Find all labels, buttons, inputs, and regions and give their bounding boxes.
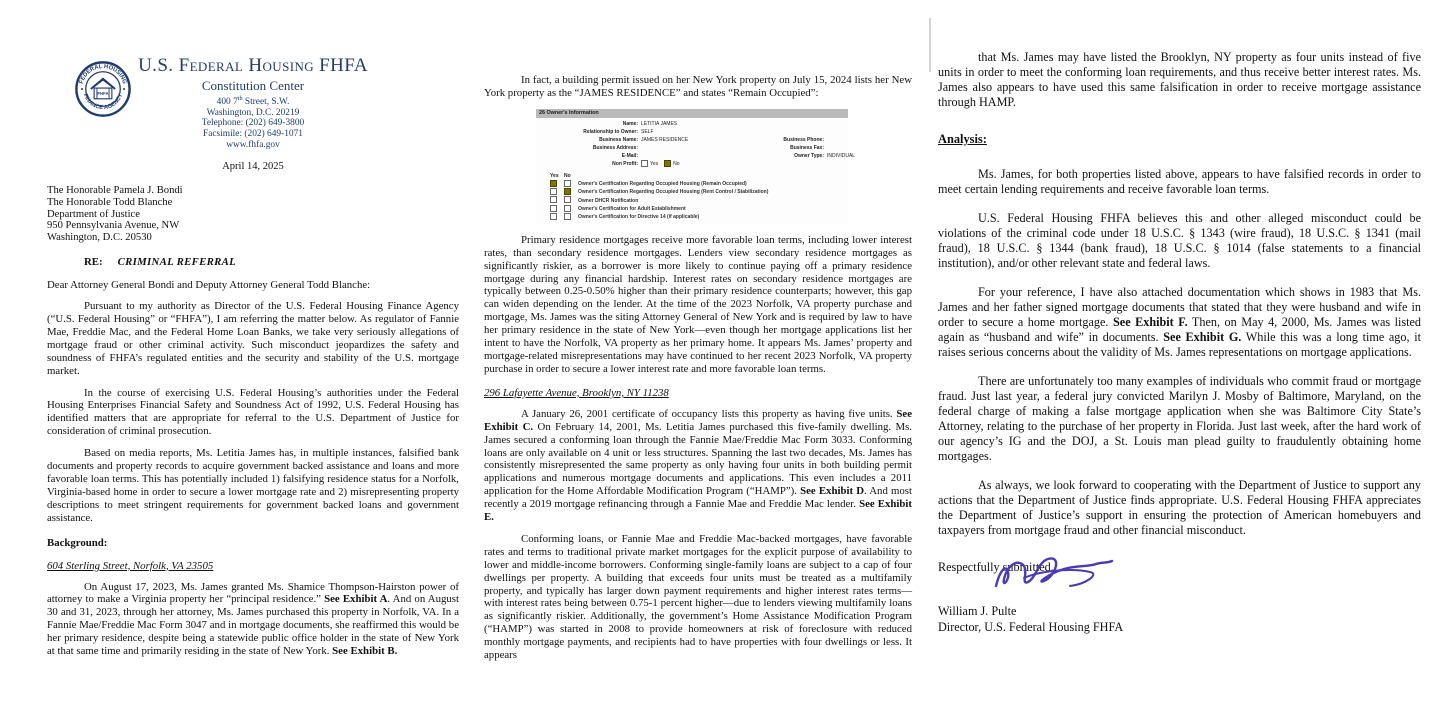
re-value: CRIMINAL REFERRAL [117,256,237,269]
paragraph: Conforming loans, or Fannie Mae and Freddie Mac-backed mortgages, have favorable rates and terms to traditional private market mortgages for the explicit purpose of availability to lower and middle-income borrowers. Conforming single-family loans are subject to a cap of four dwellings per property. A building that exceeds four units must be treated as a multifamily property, and typically has larger down payment requirements and higher interest rates terms—with interest rates being between 0.75-1 percent higher—due to lenders viewing multifamily loans as significantly riskier. Additionally, the government’s Home Assistance Modification Program (“HAMP”) was started in 2008 to provide homeowners at risk of foreclosure with reduced monthly mortgage payments, and recipients had to have properties with four dwellings or less. It appears [484,532,912,662]
form-fields [536,120,856,168]
cert-yes-checkbox[interactable] [550,205,557,212]
subject-line [47,256,459,268]
form-field-value: LETITIA JAMES [641,120,678,127]
recipient-line: Washington, D.C. 20530 [47,232,152,244]
cert-label: Owner's Certification for Directive 14 (if applicable) [578,214,700,221]
page-divider [929,18,931,72]
cert-no-checkbox[interactable] [564,188,571,195]
certification-row [550,213,848,221]
closing-phrase: Respectfully submitted, [938,560,1054,574]
sterling-address-heading: 604 Sterling Street, Norfolk, VA 23505 [47,559,214,572]
cert-label: Owner's Certification Regarding Occupied Housing (Rent Control / Stabilization) [578,189,769,196]
agency-title: U.S. Federal Housing FHFA [138,55,368,76]
recipient-line: Department of Justice [47,208,140,220]
certification-list [550,172,848,222]
letterhead-website: www.fhfa.gov [226,139,280,150]
paragraph: Primary residence mortgages receive more favorable loan terms, including lower interest rates, than secondary residence mortgages. Lenders view secondary residence mortgages as significantly riskier, as a borrower is more likely to continue paying off a primary residence mortgage during any financial hardship. Interest rates on secondary residence mortgages are typically between 0.25-0.50% higher than their primary residence counterparts; however, this gap can widen depending on the lender. At the time of the 2023 Norfolk, VA property purchase and mortgage, Ms. James was the siting Attorney General of New York and is required by law to have her primary residence in the state of New York—even though her mortgage applications list her intent to have the Norfolk, VA property as her primary home. It appears Ms. James’ property and mortgage-related misrepresentations may have continued to her recent 2023 Norfolk, VA property purchase in order to secure a lower interest rate and more favorable loan terms. [484,233,912,375]
form-field-label: E-Mail: [621,152,638,159]
letterhead-street: 400 7th Street, S.W. [216,96,290,108]
svg-text:FINANCE AGENCY: FINANCE AGENCY [81,92,125,112]
form-field-label: Business Phone: [783,136,824,143]
paragraph: U.S. Federal Housing FHFA believes this and other alleged misconduct could be violations of the criminal code under 18 U.S.C. § 1343 (wire fraud), 18 U.S.C. § 1341 (mail fraud), 18 U.S.C. § 1344 (bank fraud), 18 U.S.C. § 1014 (false statements to a financial institution), and/or other relevant state and federal laws. [938,211,1421,270]
paragraph: As always, we look forward to cooperating with the Department of Justice to support any actions that the Department of Justice finds appropriate. U.S. Federal Housing FHFA appreciates the Department of Justice’s support in ensuring the protection of American homebuyers and taxpayers from mortgage fraud and other financial misconduct. [938,478,1421,537]
cert-no-checkbox[interactable] [564,213,571,220]
cert-no-checkbox[interactable] [564,205,571,212]
salutation: Dear Attorney General Bondi and Deputy Attorney General Todd Blanche: [47,279,371,292]
form-field-label: Business Fax: [790,144,824,151]
form-fields-right [736,136,856,160]
analysis-heading: Analysis: [938,132,987,146]
paragraph: On August 17, 2023, Ms. James granted Ms. Shamice Thompson-Hairston power of attorney to make a Virginia property her “principal residence.” See Exhibit A. And on August 30 and 31, 2023, through her attorney, Ms. James purchased this property in Norfolk, VA. In a Fannie Mae/Freddie Mac Form 3047 and in mortgage documents, she reaffirmed this would be her primary residence, despite being a statewide public office holder in the state of New York at that same time and primarily residing in the state of New York. See Exhibit B. [47,580,459,658]
signer-title: Director, U.S. Federal Housing FHFA [938,620,1124,634]
nonprofit-yes-checkbox[interactable] [641,160,648,167]
seal-center-text: FHFA [97,91,109,97]
yes-label: Yes [650,160,659,167]
certification-row [550,188,848,196]
recipient-line: The Honorable Todd Blanche [47,196,173,208]
cert-no-checkbox[interactable] [564,196,571,203]
closing-block [938,560,1421,635]
cert-label: Owner's Certification Regarding Occupied Housing (Remain Occupied) [578,180,747,187]
signature-image [990,548,1120,596]
cert-yes-checkbox[interactable] [550,188,557,195]
cert-no-checkbox[interactable] [564,180,571,187]
form-field-label: Business Address: [592,144,638,151]
letter-date: April 14, 2025 [222,161,284,173]
paragraph: Based on media reports, Ms. Letitia James has, in multiple instances, falsified bank documents and property records to acquire government backed assistance and loans and more favorable loan terms. This has potentially included 1) falsifying residence status for a Norfolk, Virginia-based home in order to secure a lower mortgage rate and 2) misrepresenting property descriptions to meet stringent requirements for government backed loans and government assistance. [47,447,459,524]
letterhead-fax: Facsimile: (202) 649-1071 [203,128,303,139]
paragraph: A January 26, 2001 certificate of occupancy lists this property as having five units. See Exhibit C. On February 14, 2001, Ms. Letitia James purchased this five-family dwelling. Ms. James secured a conforming loan through the Fannie Mae/Freddie Mac Form 3033. Conforming loans are only available on 4 unit or less structures. Spanning the last two decades, Ms. James has consistently misrepresented the same property as only having four units in both building permit applications and numerous mortgage documents and applications. This even includes a 2011 application for the Home Affordable Modification Program (“HAMP”). See Exhibit D. And most recently a 2019 mortgage refinancing through a Fannie Mae and Freddie Mac lender. See Exhibit E. [484,407,912,524]
letterhead-phone: Telephone: (202) 649-3800 [201,118,305,129]
recipient-block [47,185,459,244]
letter-page-1 [47,55,459,658]
fhfa-seal-icon [75,61,131,117]
no-column-header: No [564,172,571,179]
no-label: No [673,160,680,167]
certification-row [550,205,848,213]
form-field-label: Business Name: [599,136,638,143]
cert-label: Owner DHCR Notification [578,197,639,204]
paragraph: There are unfortunately too many examples of individuals who commit fraud or mortgage fraud. Just last year, a federal jury convicted Marilyn J. Mosby of Baltimore, Maryland, on the federal charge of making a false mortgage application when she was Baltimore City State’s Attorney, relating to the purchase of her property in Florida. Just last week, after the hard work of our agency’s IG and the DOJ, a St. Louis man plead guilty to fraudulently obtaining home mortgages. [938,374,1421,463]
form-field-value: SELF [641,128,654,135]
letterhead-subtitle: Constitution Center [201,78,305,93]
form-section-header: 26 Owner's Information [536,109,848,118]
form-field-label: Name: [622,120,638,127]
paragraph: In fact, a building permit issued on her New York property on July 15, 2024 lists her New York property as the “JAMES RESIDENCE” and states “Remain Occupied”: [484,74,912,99]
building-permit-form [536,109,856,223]
form-field-label: Non Profit: [612,160,638,167]
paragraph: In the course of exercising U.S. Federal Housing’s authorities under the Federal Housing Enterprises Financial Safety and Soundness Act of 1992, U.S. Federal Housing has identified matters that are appropriate for referral to the U.S. Department of Justice for consideration of criminal prosecution. [47,386,459,438]
cert-label: Owner's Certification for Adult Establishment [578,205,686,212]
form-field-label: Relationship to Owner: [583,128,638,135]
certification-row [550,180,848,188]
paragraph: Pursuant to my authority as Director of the U.S. Federal Housing Finance Agency (“U.S. Federal Housing” or “FHFA”), I am referring the matter below. As regulator of Fannie Mae, Freddie Mac, and the Federal Home Loan Banks, we take very seriously allegations of mortgage fraud or other criminal activity. Such misconduct jeopardizes the safety and soundness of FHFA’s regulated entities and the security and stability of the U.S. mortgage market. [47,300,459,377]
nonprofit-no-checkbox[interactable] [664,160,671,167]
recipient-line: 950 Pennsylvania Avenue, NW [47,220,180,232]
paragraph: that Ms. James may have listed the Brooklyn, NY property as four units instead of five units in order to meet the conforming loan requirements, and thus receive better interest rates. Ms. James also appears to have used this same falsification in order to receive mortgage assistance through HAMP. [938,50,1421,109]
lafayette-address-heading: 296 Lafayette Avenue, Brooklyn, NY 11238 [484,386,669,399]
form-field-value: INDIVIDUAL [827,152,856,159]
form-field-label: Owner Type: [794,152,824,159]
letterhead-city: Washington, D.C. 20219 [206,107,300,118]
re-label: RE: [84,256,103,269]
cert-yes-checkbox[interactable] [550,180,557,187]
paragraph: For your reference, I have also attached documentation which shows in 1983 that Ms. James and her father signed mortgage documents that stated that they were husband and wife in order to secure a home mortgage. See Exhibit F. Then, on May 4, 2000, Ms. James was listed again as “husband and wife” in documents. See Exhibit G. While this was a long time ago, it raises serious concerns about the validity of Ms. James representations on mortgage applications. [938,285,1422,359]
letterhead [47,55,459,172]
form-field-value: JAMES RESIDENCE [641,136,689,143]
letter-page-2 [484,74,912,662]
yes-column-header: Yes [550,172,559,179]
svg-text:FEDERAL HOUSING: FEDERAL HOUSING [78,63,128,85]
cert-yes-checkbox[interactable] [550,213,557,220]
signer-block [938,603,1421,635]
background-heading: Background: [47,536,108,549]
cert-yes-checkbox[interactable] [550,196,557,203]
certification-row [550,197,848,205]
signer-name: William J. Pulte [938,604,1017,618]
paragraph: Ms. James, for both properties listed above, appears to have falsified records in order to meet certain lending requirements and receive favorable loan terms. [938,167,1421,196]
recipient-line: The Honorable Pamela J. Bondi [47,185,183,197]
letter-page-3 [938,50,1421,635]
